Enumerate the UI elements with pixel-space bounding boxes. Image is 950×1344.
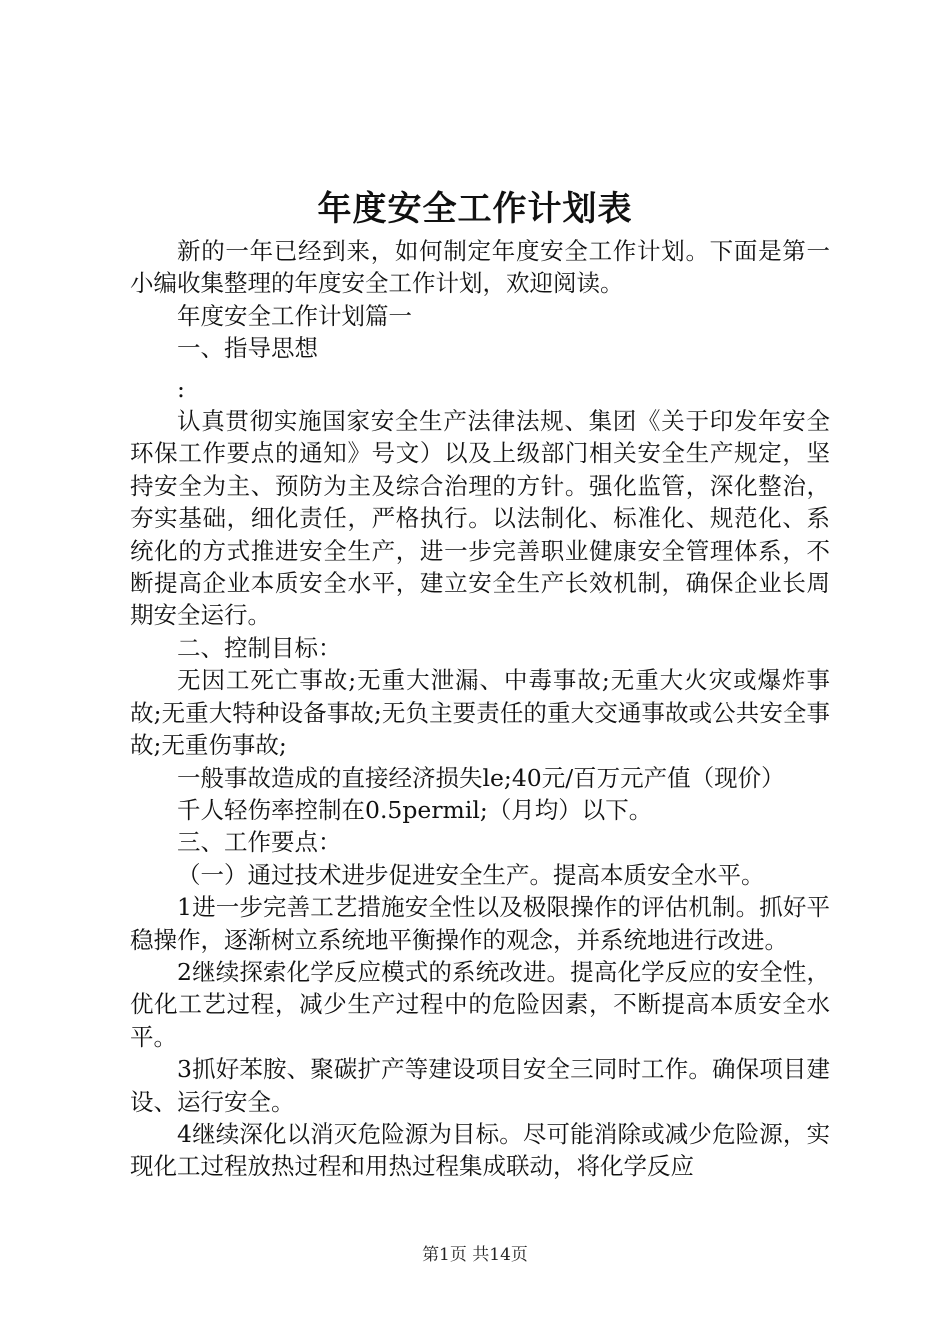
document-body bbox=[130, 235, 830, 1183]
paragraph-guiding-ideology: 认真贯彻实施国家安全生产法律法规、集团《关于印发年安全环保工作要点的通知》号文）以及上级部门相关安全生产规定，坚持安全为主、预防为主及综合治理的方针。强化监管，深化整治，夯实基础，细化责任，严格执行。以法制化、标准化、规范化、系统化的方式推进安全生产，进一步完善职业健康安全管理体系，不断提高企业本质安全水平，建立安全生产长效机制，确保企业长周期安全运行。 bbox=[130, 407, 830, 630]
paragraph-section-title: 年度安全工作计划篇一 bbox=[177, 301, 412, 330]
paragraph-item-2: 2继续探索化学反应模式的系统改进。提高化学反应的安全性，优化工艺过程，减少生产过程中的危险因素，不断提高本质安全水平。 bbox=[130, 957, 830, 1051]
page-footer: 第1页 共14页 bbox=[422, 1245, 528, 1265]
paragraph-item-3: 3抓好苯胺、聚碳扩产等建设项目安全三同时工作。确保项目建设、运行安全。 bbox=[130, 1055, 830, 1116]
paragraph-targets-injury-rate: 千人轻伤率控制在0.5permil;（月均）以下。 bbox=[177, 795, 653, 824]
heading-guiding-ideology: 一、指导思想 bbox=[177, 334, 318, 363]
paragraph-item-1: 1进一步完善工艺措施安全性以及极限操作的评估机制。抓好平稳操作，逐渐树立系统地平衡操作的观念，并系统地进行改进。 bbox=[130, 893, 830, 954]
paragraph-colon: : bbox=[177, 374, 185, 403]
paragraph-targets-economic-loss: 一般事故造成的直接经济损失le;40元/百万元产值（现价） bbox=[177, 763, 785, 792]
heading-work-points: 三、工作要点： bbox=[177, 828, 342, 857]
paragraph-targets-accidents: 无因工死亡事故;无重大泄漏、中毒事故;无重大火灾或爆炸事故;无重大特种设备事故;无负主要责任的重大交通事故或公共安全事故;无重伤事故; bbox=[130, 666, 830, 760]
heading-control-targets: 二、控制目标： bbox=[177, 633, 342, 662]
document-title: 年度安全工作计划表 bbox=[317, 189, 633, 229]
paragraph-work-point-1-heading: （一）通过技术进步促进安全生产。提高本质安全水平。 bbox=[177, 860, 765, 889]
paragraph-item-4: 4继续深化以消灭危险源为目标。尽可能消除或减少危险源，实现化工过程放热过程和用热过程集成联动，将化学反应 bbox=[130, 1119, 830, 1181]
paragraph-intro: 新的一年已经到来，如何制定年度安全工作计划。下面是第一小编收集整理的年度安全工作计划，欢迎阅读。 bbox=[130, 237, 830, 298]
